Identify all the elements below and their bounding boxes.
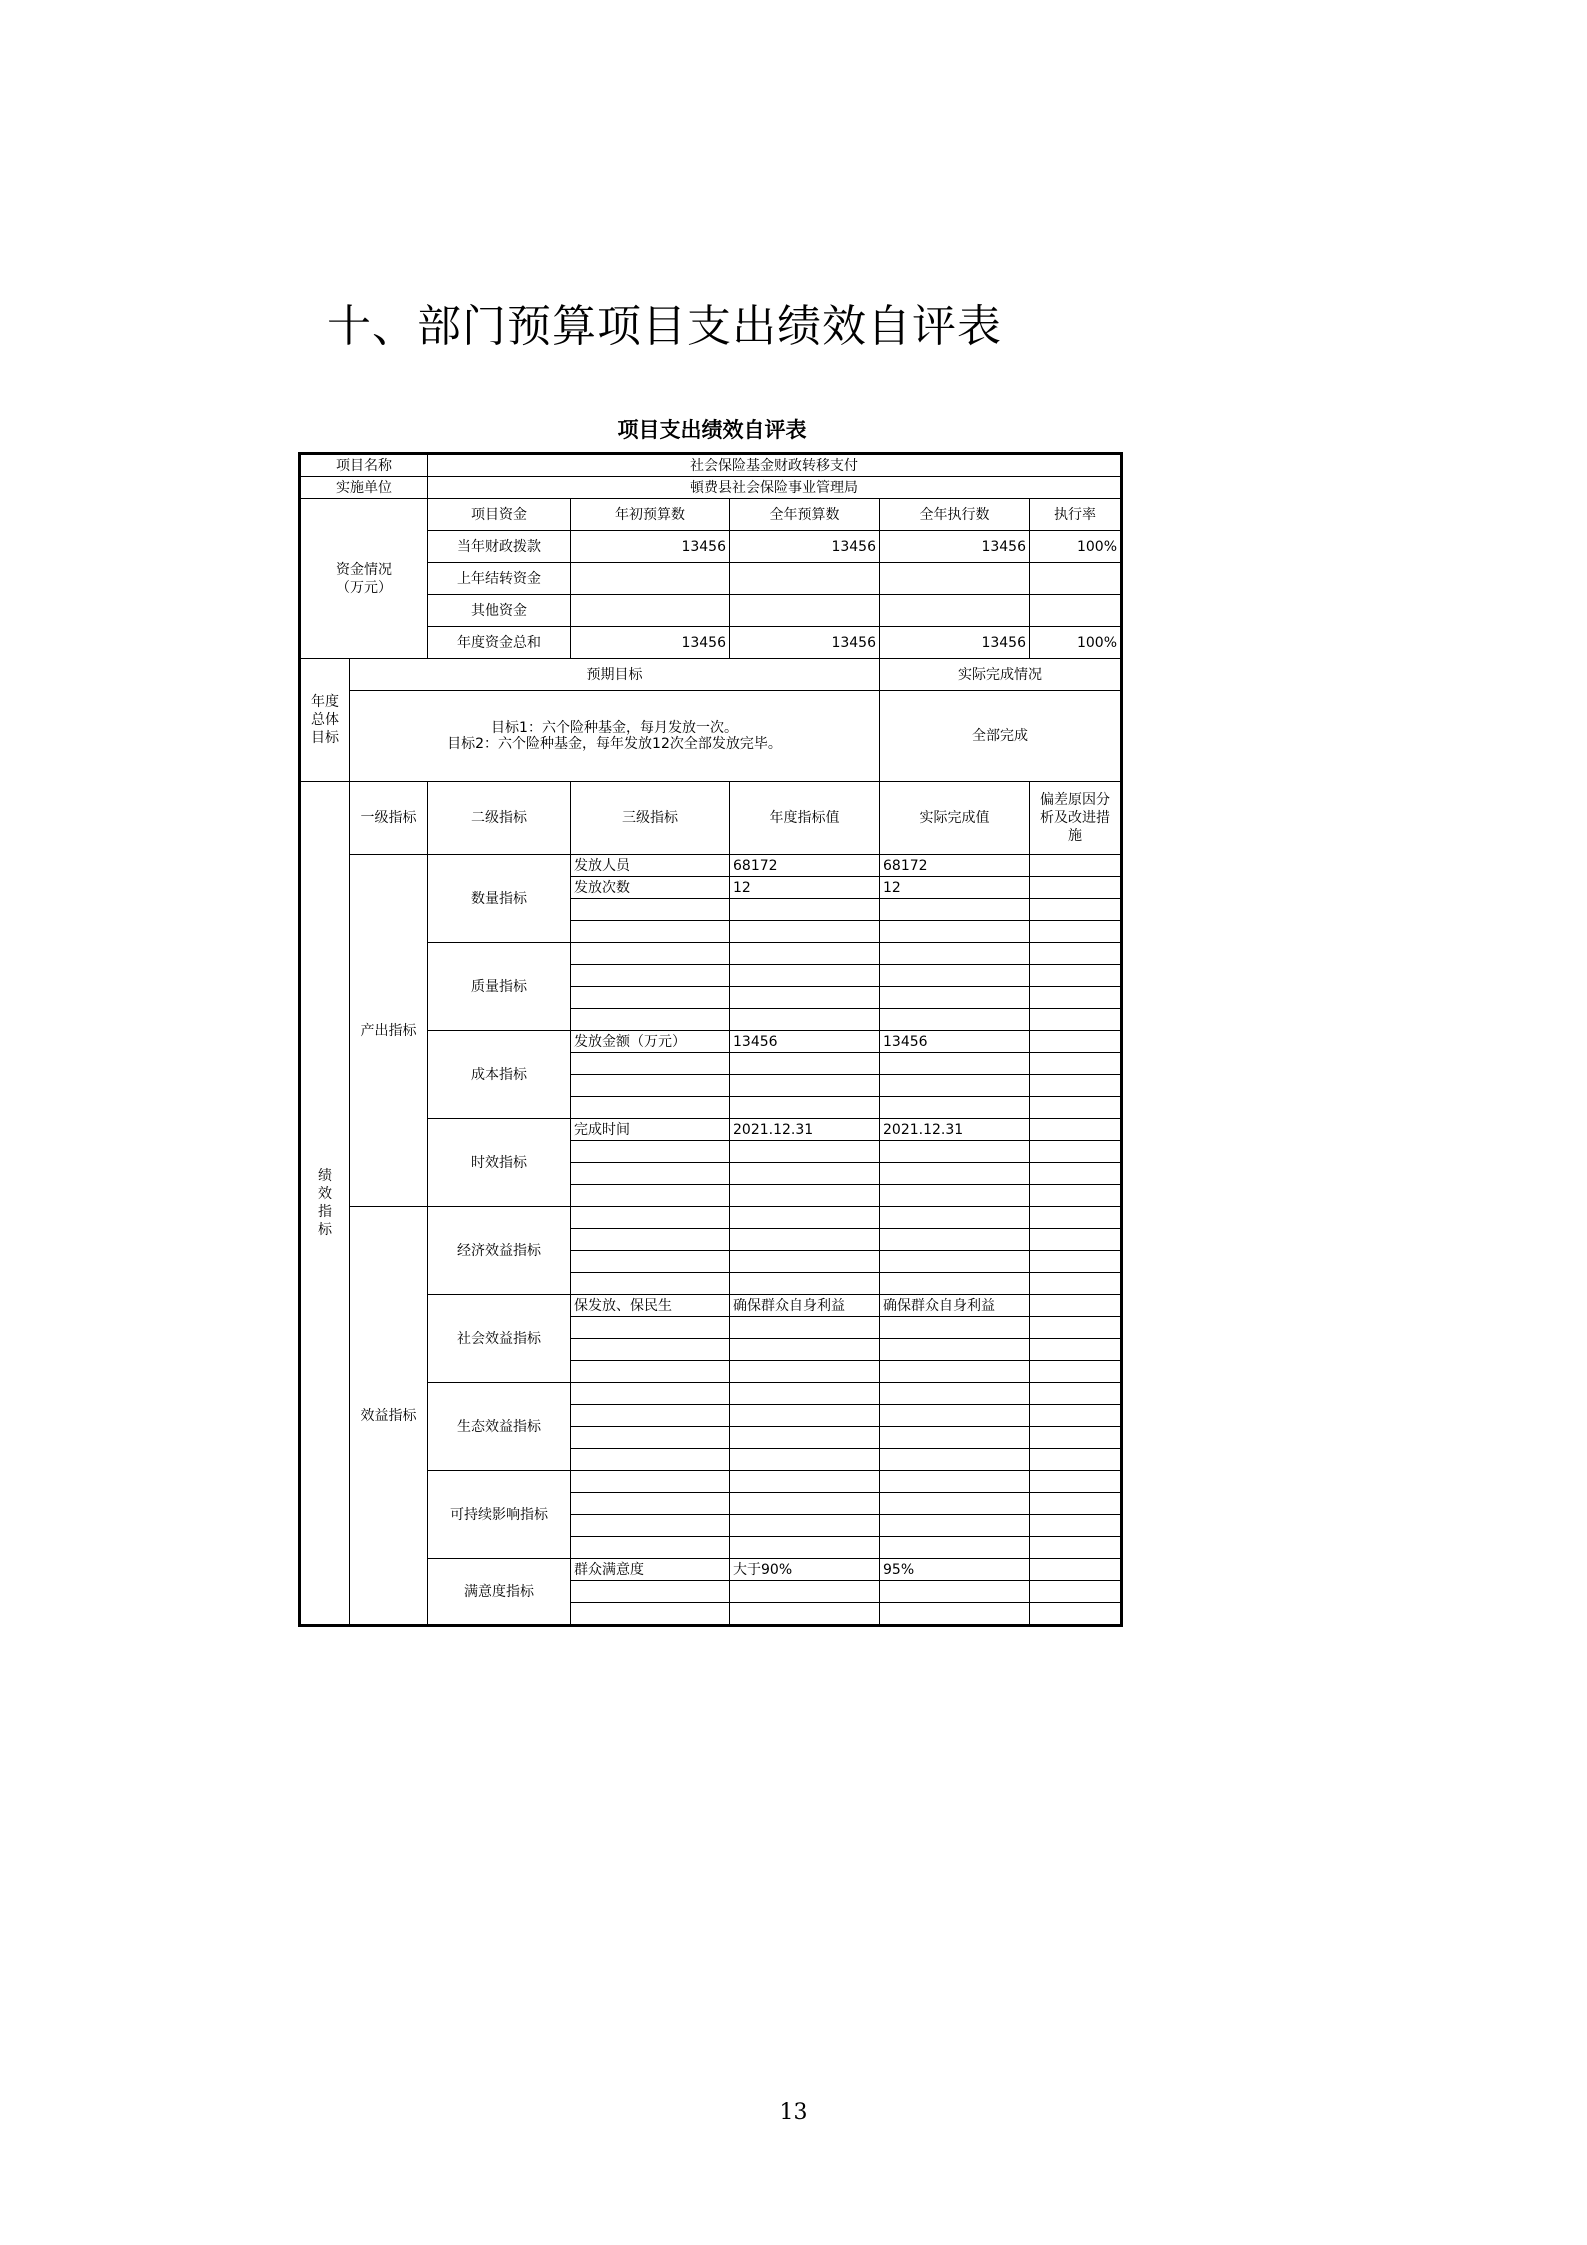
deviation-cell	[1030, 1361, 1122, 1383]
deviation-cell	[1030, 1581, 1122, 1603]
actual-cell	[880, 1581, 1030, 1603]
level3-cell	[571, 1009, 730, 1031]
deviation-cell	[1030, 1009, 1122, 1031]
level2-sustainable: 可持续影响指标	[428, 1471, 571, 1559]
target-cell	[730, 943, 880, 965]
actual-cell	[880, 1449, 1030, 1471]
deviation-cell	[1030, 1383, 1122, 1405]
expected-goal-text	[350, 691, 880, 782]
actual-completion-text: 全部完成	[880, 691, 1122, 782]
funds-cell: 13456	[730, 627, 880, 659]
deviation-cell	[1030, 1141, 1122, 1163]
actual-cell	[880, 965, 1030, 987]
actual-cell	[880, 1427, 1030, 1449]
target-cell	[730, 1053, 880, 1075]
project-name-value: 社会保险基金财政转移支付	[428, 454, 1122, 477]
actual-cell	[880, 1053, 1030, 1075]
level2-quantity: 数量指标	[428, 855, 571, 943]
actual-cell	[880, 921, 1030, 943]
target-cell	[730, 1449, 880, 1471]
actual-cell	[880, 1273, 1030, 1295]
level3-cell	[571, 1339, 730, 1361]
funds-cell: 13456	[880, 627, 1030, 659]
deviation-cell	[1030, 1163, 1122, 1185]
level3-cell	[571, 1141, 730, 1163]
target-cell	[730, 1317, 880, 1339]
target-cell	[730, 965, 880, 987]
target-cell	[730, 1273, 880, 1295]
actual-cell	[880, 1493, 1030, 1515]
goal-2: 目标2：六个险种基金，每年发放12次全部发放完毕。	[447, 736, 782, 752]
target-cell	[730, 1163, 880, 1185]
funds-cell	[571, 563, 730, 595]
funds-header-initial: 年初预算数	[571, 499, 730, 531]
target-cell: 68172	[730, 855, 880, 877]
deviation-cell	[1030, 1097, 1122, 1119]
target-cell	[730, 1515, 880, 1537]
funds-header-rate: 执行率	[1030, 499, 1122, 531]
funds-cell: 13456	[571, 531, 730, 563]
actual-cell	[880, 899, 1030, 921]
funds-cell	[880, 563, 1030, 595]
level3-cell	[571, 1427, 730, 1449]
target-cell	[730, 1581, 880, 1603]
actual-cell	[880, 1229, 1030, 1251]
deviation-cell	[1030, 1317, 1122, 1339]
deviation-cell	[1030, 1295, 1122, 1317]
funds-header-annual: 全年预算数	[730, 499, 880, 531]
target-cell	[730, 987, 880, 1009]
goal-1: 目标1：六个险种基金，每月发放一次。	[491, 720, 738, 736]
deviation-cell	[1030, 1559, 1122, 1581]
level3-cell	[571, 1251, 730, 1273]
actual-cell	[880, 1317, 1030, 1339]
level1-benefit: 效益指标	[350, 1207, 428, 1626]
actual-cell: 12	[880, 877, 1030, 899]
actual-completion-header: 实际完成情况	[880, 659, 1122, 691]
expected-goal-header: 预期目标	[350, 659, 880, 691]
project-name-row	[300, 454, 1122, 477]
deviation-cell	[1030, 1229, 1122, 1251]
goals-section-label: 年度总体目标	[300, 659, 350, 782]
project-name-label: 项目名称	[300, 454, 428, 477]
target-cell	[730, 1075, 880, 1097]
funds-header-row	[300, 499, 1122, 531]
funds-cell	[1030, 563, 1122, 595]
deviation-cell	[1030, 1493, 1122, 1515]
target-cell	[730, 1603, 880, 1626]
implementing-unit-value: 頓费县社会保险事业管理局	[428, 477, 1122, 499]
funds-cell	[730, 563, 880, 595]
level3-cell: 保发放、保民生	[571, 1295, 730, 1317]
target-cell	[730, 921, 880, 943]
target-cell	[730, 1361, 880, 1383]
target-cell: 2021.12.31	[730, 1119, 880, 1141]
deviation-cell	[1030, 1075, 1122, 1097]
level3-cell	[571, 1097, 730, 1119]
level3-cell	[571, 1229, 730, 1251]
actual-cell	[880, 1097, 1030, 1119]
level3-cell	[571, 943, 730, 965]
funds-cell: 100%	[1030, 627, 1122, 659]
deviation-cell	[1030, 1427, 1122, 1449]
funds-row-label: 当年财政拨款	[428, 531, 571, 563]
target-cell	[730, 1427, 880, 1449]
table-title: 项目支出绩效自评表	[617, 418, 807, 442]
page-heading: 十、部门预算项目支出绩效自评表	[327, 301, 1002, 352]
actual-cell	[880, 1185, 1030, 1207]
deviation-cell	[1030, 921, 1122, 943]
deviation-cell	[1030, 1031, 1122, 1053]
target-cell: 13456	[730, 1031, 880, 1053]
target-cell	[730, 1229, 880, 1251]
level3-cell: 发放人员	[571, 855, 730, 877]
level2-ecological: 生态效益指标	[428, 1383, 571, 1471]
actual-cell: 68172	[880, 855, 1030, 877]
funds-cell	[730, 595, 880, 627]
deviation-cell	[1030, 1339, 1122, 1361]
level3-cell: 群众满意度	[571, 1559, 730, 1581]
actual-cell	[880, 1471, 1030, 1493]
indicators-header-deviation: 偏差原因分析及改进措施	[1030, 782, 1122, 855]
target-cell	[730, 1471, 880, 1493]
deviation-cell	[1030, 1185, 1122, 1207]
actual-cell	[880, 987, 1030, 1009]
actual-cell	[880, 1339, 1030, 1361]
target-cell: 大于90%	[730, 1559, 880, 1581]
target-cell	[730, 1493, 880, 1515]
deviation-cell	[1030, 965, 1122, 987]
level3-cell	[571, 1449, 730, 1471]
actual-cell	[880, 1405, 1030, 1427]
target-cell	[730, 1251, 880, 1273]
funds-header-executed: 全年执行数	[880, 499, 1030, 531]
target-cell	[730, 1383, 880, 1405]
target-cell	[730, 1339, 880, 1361]
indicators-header-row	[300, 782, 1122, 855]
level3-cell	[571, 1185, 730, 1207]
target-cell: 12	[730, 877, 880, 899]
deviation-cell	[1030, 943, 1122, 965]
level2-cost: 成本指标	[428, 1031, 571, 1119]
goals-header-row	[300, 659, 1122, 691]
level3-cell	[571, 1383, 730, 1405]
funds-cell	[571, 595, 730, 627]
actual-cell	[880, 943, 1030, 965]
actual-cell	[880, 1075, 1030, 1097]
level3-cell	[571, 1163, 730, 1185]
indicator-row	[300, 855, 1122, 877]
target-cell	[730, 1537, 880, 1559]
level3-cell	[571, 987, 730, 1009]
level2-time: 时效指标	[428, 1119, 571, 1207]
indicator-row	[300, 1207, 1122, 1229]
level2-social: 社会效益指标	[428, 1295, 571, 1383]
funds-cell: 13456	[730, 531, 880, 563]
performance-evaluation-table	[298, 452, 1123, 1627]
implementing-unit-label: 实施单位	[300, 477, 428, 499]
level3-cell	[571, 1405, 730, 1427]
level3-cell	[571, 1273, 730, 1295]
target-cell	[730, 1009, 880, 1031]
deviation-cell	[1030, 1603, 1122, 1626]
level3-cell	[571, 965, 730, 987]
deviation-cell	[1030, 1405, 1122, 1427]
level3-cell	[571, 1603, 730, 1626]
funds-row-label: 上年结转资金	[428, 563, 571, 595]
target-cell	[730, 1141, 880, 1163]
implementing-unit-row	[300, 477, 1122, 499]
level2-satisfaction: 满意度指标	[428, 1559, 571, 1626]
actual-cell	[880, 1603, 1030, 1626]
funds-cell: 13456	[571, 627, 730, 659]
deviation-cell	[1030, 1515, 1122, 1537]
level2-economic: 经济效益指标	[428, 1207, 571, 1295]
indicators-header-target: 年度指标值	[730, 782, 880, 855]
funds-section-label: 资金情况（万元）	[300, 499, 428, 659]
level3-cell	[571, 921, 730, 943]
actual-cell	[880, 1383, 1030, 1405]
actual-cell	[880, 1163, 1030, 1185]
target-cell	[730, 899, 880, 921]
level3-cell	[571, 1537, 730, 1559]
actual-cell	[880, 1361, 1030, 1383]
deviation-cell	[1030, 855, 1122, 877]
actual-cell: 确保群众自身利益	[880, 1295, 1030, 1317]
deviation-cell	[1030, 1207, 1122, 1229]
level3-cell	[571, 1471, 730, 1493]
target-cell	[730, 1185, 880, 1207]
deviation-cell	[1030, 1053, 1122, 1075]
level3-cell: 完成时间	[571, 1119, 730, 1141]
funds-header-item: 项目资金	[428, 499, 571, 531]
target-cell	[730, 1097, 880, 1119]
level3-cell	[571, 1075, 730, 1097]
actual-cell	[880, 1515, 1030, 1537]
actual-cell: 2021.12.31	[880, 1119, 1030, 1141]
page-number: 13	[779, 2100, 808, 2125]
level3-cell	[571, 1317, 730, 1339]
actual-cell	[880, 1537, 1030, 1559]
actual-cell	[880, 1251, 1030, 1273]
actual-cell: 13456	[880, 1031, 1030, 1053]
indicators-header-level2: 二级指标	[428, 782, 571, 855]
level3-cell	[571, 1361, 730, 1383]
level2-quality: 质量指标	[428, 943, 571, 1031]
funds-cell: 13456	[880, 531, 1030, 563]
target-cell	[730, 1207, 880, 1229]
level3-cell: 发放金额（万元）	[571, 1031, 730, 1053]
level3-cell: 发放次数	[571, 877, 730, 899]
deviation-cell	[1030, 877, 1122, 899]
indicators-header-actual: 实际完成值	[880, 782, 1030, 855]
indicators-header-level1: 一级指标	[350, 782, 428, 855]
level3-cell	[571, 1581, 730, 1603]
actual-cell	[880, 1141, 1030, 1163]
actual-cell	[880, 1009, 1030, 1031]
deviation-cell	[1030, 1449, 1122, 1471]
level3-cell	[571, 1493, 730, 1515]
target-cell	[730, 1405, 880, 1427]
deviation-cell	[1030, 987, 1122, 1009]
indicators-section-label: 绩效指标	[300, 782, 350, 1626]
funds-cell: 100%	[1030, 531, 1122, 563]
level1-output: 产出指标	[350, 855, 428, 1207]
actual-cell	[880, 1207, 1030, 1229]
level3-cell	[571, 899, 730, 921]
funds-row-label: 其他资金	[428, 595, 571, 627]
actual-cell: 95%	[880, 1559, 1030, 1581]
deviation-cell	[1030, 1471, 1122, 1493]
funds-row-label: 年度资金总和	[428, 627, 571, 659]
funds-cell	[880, 595, 1030, 627]
deviation-cell	[1030, 1119, 1122, 1141]
funds-cell	[1030, 595, 1122, 627]
deviation-cell	[1030, 1273, 1122, 1295]
level3-cell	[571, 1515, 730, 1537]
deviation-cell	[1030, 1251, 1122, 1273]
goals-content-row	[300, 691, 1122, 782]
indicators-header-level3: 三级指标	[571, 782, 730, 855]
level3-cell	[571, 1207, 730, 1229]
target-cell: 确保群众自身利益	[730, 1295, 880, 1317]
deviation-cell	[1030, 899, 1122, 921]
level3-cell	[571, 1053, 730, 1075]
deviation-cell	[1030, 1537, 1122, 1559]
